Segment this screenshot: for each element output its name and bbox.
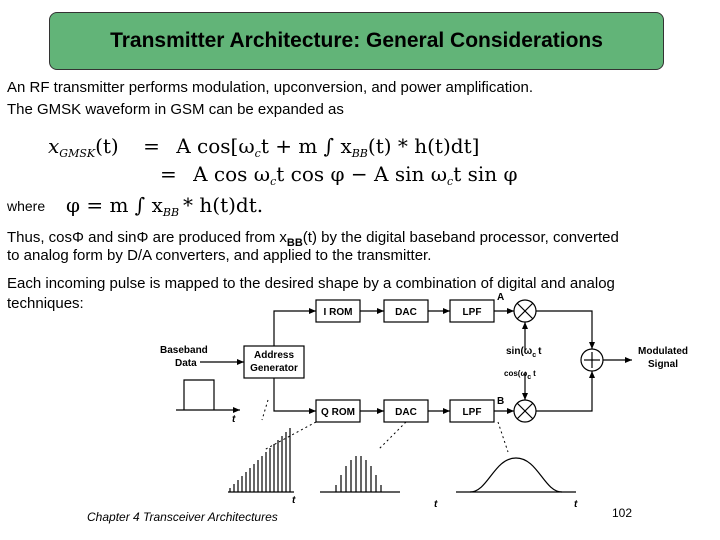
lpf-top-label: LPF xyxy=(462,307,482,318)
intro-line-2: The GMSK waveform in GSM can be expanded as xyxy=(7,101,344,118)
eq2-rhs-c: t sin φ xyxy=(453,162,518,186)
eq2-sub-c2: c xyxy=(447,175,454,188)
axis-t-rom: t xyxy=(292,495,296,506)
axis-t-dac: t xyxy=(434,499,438,510)
thus-pre: Thus, cosΦ and sinΦ are produced from x xyxy=(7,229,287,246)
baseband-label-1: Baseband xyxy=(160,345,208,356)
eq-lhs-arg: (t) xyxy=(95,134,119,158)
phi-def-b: * h(t)dt. xyxy=(183,193,264,217)
eq1-sub-bb: BB xyxy=(351,147,368,160)
pulse-line-1: Each incoming pulse is mapped to the desired shape by a combination of digital and analog xyxy=(7,275,615,292)
eq-equals-2: = xyxy=(160,162,177,186)
eq1-rhs-a: A cos[ω xyxy=(176,134,255,158)
footer-chapter: Chapter 4 Transceiver Architectures xyxy=(87,510,278,524)
eq1-rhs-c: (t) * h(t)dt] xyxy=(367,134,480,158)
eq1-rhs-b: t + m ∫ x xyxy=(260,134,352,158)
eq-lhs: x xyxy=(48,134,60,158)
cos-lo-label: cos(ωc t xyxy=(504,369,536,381)
eq-lhs-sub: GMSK xyxy=(59,147,96,160)
axis-t-lpf: t xyxy=(574,499,578,510)
where-label: where xyxy=(7,198,46,214)
axis-t-baseband: t xyxy=(232,414,236,425)
thus-line-2: to analog form by D/A converters, and applied to the transmitter. xyxy=(7,247,432,264)
lpf-output-pulse xyxy=(470,458,562,492)
thus-post: (t) by the digital baseband processor, converted xyxy=(302,229,619,246)
phi-def-a: φ = m ∫ x xyxy=(66,193,163,217)
eq2-rhs-b: t cos φ − A sin ω xyxy=(276,162,448,186)
sin-lo-label: $\sin(\omega_c$ t xyxy=(506,346,542,359)
i-rom-label: I ROM xyxy=(323,307,353,318)
q-rom-label: Q ROM xyxy=(321,407,355,418)
slide-title: Transmitter Architecture: General Considerations xyxy=(110,29,603,52)
modulated-signal-label-1: Modulated xyxy=(638,346,688,357)
node-a-label: A xyxy=(497,292,505,303)
eq2-rhs-a: A cos ω xyxy=(193,162,271,186)
eq-equals-1: = xyxy=(143,134,160,158)
eq2-sub-c1: c xyxy=(270,175,277,188)
pulse-line-2: techniques: xyxy=(7,295,84,312)
address-gen-label-1: Address xyxy=(253,350,295,361)
dac-bottom-label: DAC xyxy=(395,407,417,418)
dac-top-label: DAC xyxy=(395,307,417,318)
thus-sub: BB xyxy=(286,237,303,249)
lpf-bottom-label: LPF xyxy=(462,407,482,418)
address-gen-label-2: Generator xyxy=(250,363,298,374)
modulated-signal-label-2: Signal xyxy=(648,359,679,370)
baseband-label-2: Data xyxy=(175,358,197,369)
node-b-label: B xyxy=(497,396,505,407)
intro-line-1: An RF transmitter performs modulation, upconversion, and power amplification. xyxy=(7,79,534,96)
phi-sub-bb: BB xyxy=(162,206,180,219)
eq1-sub-c: c xyxy=(254,147,261,160)
page-number: 102 xyxy=(612,506,633,520)
